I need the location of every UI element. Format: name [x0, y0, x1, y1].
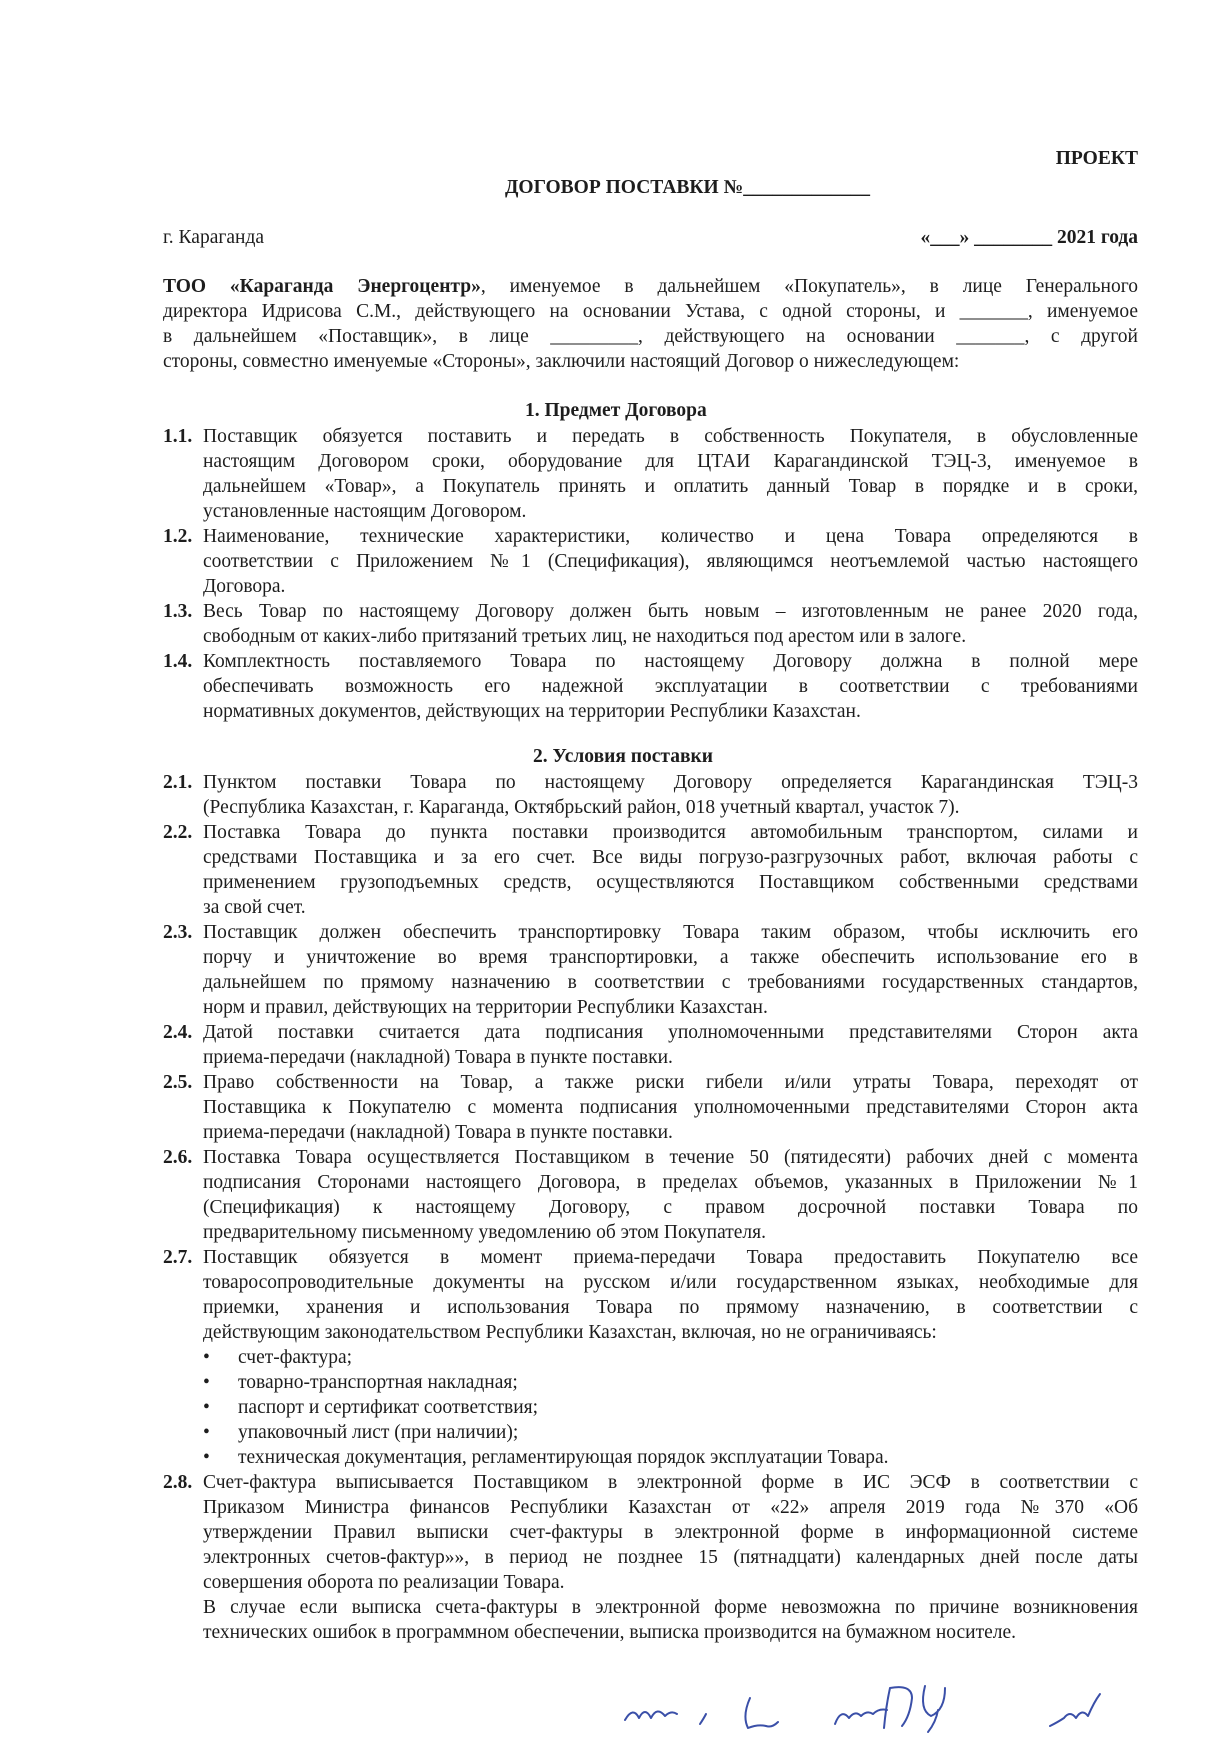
section-1-title: 1. Предмет Договора [525, 400, 707, 421]
clause-number: 2.5. [163, 1072, 193, 1093]
buyer-name: ТОО «Караганда Энергоцентр» [163, 276, 481, 297]
clause-number: 2.3. [163, 922, 193, 943]
clause-number: 2.6. [163, 1147, 193, 1168]
clause-2-1: Пунктом поставки Товара по настоящему Договору определяется Карагандинская ТЭЦ-3 (Республика Казахстан, г. Караганда, Октябрьский район, 018 учетный квартал, участок 7). [203, 772, 1138, 818]
bullet-icon: • [203, 1447, 210, 1468]
preamble-line: директора Идрисова С.М., действующего на основании Устава, с одной стороны, и _______, именуемое [163, 301, 1138, 322]
clause-2-8: Счет-фактура выписывается Поставщиком в электронной форме в ИС ЭСФ в соответствии с Приказом Министра финансов Республики Казахстан от «22» апреля 2019 года №370 «Об утверждении Правил выписки счет-фактуры в электронной форме в информационной системе электронных счетов-фактур»», в период не позднее 15 (пятнадцати) календарных дней после даты совершения оборота по реализации Товара. В случае если выписка счета-фактуры в электронной форме невозможна по причине возникновения технических ошибок в программном обеспечении, выписка производится на бумажном носителе. [203, 1472, 1138, 1643]
clause-number: 1.4. [163, 651, 193, 672]
preamble-line: в дальнейшем «Поставщик», в лице _________, действующего на основании _______, с другой [163, 326, 1138, 347]
clause-1-4: Комплектность поставляемого Товара по настоящему Договору должна в полной мере обеспечивать возможность его надежной эксплуатации в соответствии с требованиями нормативных документов, действующих на территории Республики Казахстан. [203, 651, 1138, 722]
initials-5 [923, 1686, 945, 1732]
initials-6 [1050, 1694, 1100, 1726]
contract-title: ДОГОВОР ПОСТАВКИ №_____________ [505, 177, 870, 198]
clause-2-5: Право собственности на Товар, а также риски гибели и/или утраты Товара, переходят от Поставщика к Покупателю с момента подписания уполномоченными представителями Сторон акта приема-передачи (накладной) Товара в пункте поставки. [203, 1072, 1138, 1143]
clause-1-3: Весь Товар по настоящему Договору должен быть новым – изготовленным не ранее 2020 года, свободным от каких-либо притязаний третьих лиц, не находиться под арестом или в залоге. [203, 601, 1138, 647]
clause-number: 2.8. [163, 1472, 193, 1493]
clause-line: Поставщик обязуется поставить и передать в собственность Покупателя, в обусловленные [203, 426, 1138, 447]
preamble-line: стороны, совместно именуемые «Стороны», заключили настоящий Договор о нижеследующем: [163, 351, 960, 372]
clause-2-2: Поставка Товара до пункта поставки производится автомобильным транспортом, силами и средствами Поставщика и за его счет. Все виды погрузо-разгрузочных работ, включая работы с применением грузоподъемных средств, осуществляются Поставщиком собственными средствами за свой счет. [203, 822, 1138, 918]
contract-date: «___» ________ 2021 года [920, 227, 1138, 248]
bullet-icon: • [203, 1372, 210, 1393]
signatures-image [620, 1680, 1180, 1735]
initials-3 [835, 1710, 887, 1725]
preamble-line: ТОО «Караганда Энергоцентр», именуемое в дальнейшем «Покупатель», в лице Генерального [163, 276, 1138, 297]
initials-4 [884, 1687, 912, 1728]
clause-number: 1.3. [163, 601, 193, 622]
bullet-icon: • [203, 1397, 210, 1418]
document-page: ПРОЕКТ ДОГОВОР ПОСТАВКИ №_____________ г. Караганда «___» ________ 2021 года ТОО «Караганда Энергоцентр», именуемое в дальнейшем «Покупатель», в лице Генерального директора Идрисова С.М., действующего на основании Устава, с одной стороны, и _______, именуемое в дальнейшем «Поставщик», в лице _________, действующего на основании _______, с другой стороны, совместно именуемые «Стороны», заключили настоящий Договор о нижеследующем: 1. Предмет Договора 1.1. Поставщик обязуется поставить и передать в собственность Покупателя, в обусловленные настоящим Договором сроки, оборудование для ЦТАИ Карагандинской ТЭЦ-3, именуемое в дальнейшем «Товар», а Покупатель принять и оплатить данный Товар в порядке и в сроки, установленные настоящим Договором. 1.2. Наименование, технические характеристики, количество и цена Товара определяются в соответствии с Приложением №1 (Спецификация), являющимся неотъемлемой частью настоящего Договора. 1.3. Весь Товар по настоящему Договору должен быть новым – изготовленным не ранее 2020 года, свободным от каких-либо притязаний третьих лиц, не находиться под арестом или в залоге. 1.4. Комплектность поставляемого Товара по настоящему Договору должна в полной мере обеспечивать возможность его надежной эксплуатации в соответствии с требованиями нормативных документов, действующих на территории Республики Казахстан. 2. Условия поставки 2.1. Пунктом поставки Товара по настоящему Договору определяется Карагандинская ТЭЦ-3 (Республика Казахстан, г. Караганда, Октябрьский район, 018 учетный квартал, участок 7). 2.2. Поставка Товара до пункта поставки производится автомобильным транспортом, силами и средствами Поставщика и за его счет. Все виды погрузо-разгрузочных работ, включая работы с применением грузоподъемных средств, осуществляются Поставщиком собственными средствами за свой счет. 2.3. Поставщик должен обеспечить транспортировку Товара таким образом, чтобы исключить его порчу и уничтожение во время транспортировки, а также обеспечить использование его в дальнейшем по прямому назначению в соответствии с требованиями государственных стандартов, норм и правил, действующих на территории Республики Казахстан. 2.4. Датой поставки считается дата подписания уполномоченными представителями Сторон акта приема-передачи (накладной) Товара в пункте поставки. 2.5. Право собственности на Товар, а также риски гибели и/или утраты Товара, переходят от Поставщика к Покупателю с момента подписания уполномоченными представителями Сторон акта приема-передачи (накладной) Товара в пункте поставки. 2.6. Поставка Товара осуществляется Поставщиком в течение 50 (пятидесяти) рабочих дней с момента подписания Сторонами настоящего Договора, в пределах объемов, указанных в Приложении №1 (Спецификация) к настоящему Договору, с правом досрочной поставки Товара по предварительному письменному уведомлению об этом Покупателя. 2.7. Поставщик обязуется в момент приема-передачи Товара предоставить Покупателю все товаросопроводительные документы на русском и/или государственном языках, необходимые для приемки, хранения и использования Товара по прямому назначению, в соответствии с действующим законодательством Республики Казахстан, включая, но не ограничиваясь: • счет-фактура; • товарно-транспортная накладная; • паспорт и сертификат соответствия; • упаковочный лист (при наличии); • техническая документация, регламентирующая порядок эксплуатации Товара. 2.8. Счет-фактура выписывается Поставщиком в электронной форме в ИС ЭСФ в соответствии с Приказом Министра финансов Республики Казахстан от «22» апреля 2019 года №370 «Об утверждении Правил выписки счет-фактуры в электронной форме в информационной системе электронных счетов-фактур»», в период не позднее 15 (пятнадцати) календарных дней после даты совершения оборота по реализации Товара. В случае если выписка счета-фактуры в электронной форме невозможна по причине возникновения технических ошибок в программном обеспечении, выписка производится на бумажном носителе. [0, 0, 1225, 1740]
bullet-icon: • [203, 1347, 210, 1368]
clause-line: установленные настоящим Договором. [203, 501, 527, 522]
bullet-icon: • [203, 1422, 210, 1443]
clause-2-3: Поставщик должен обеспечить транспортировку Товара таким образом, чтобы исключить его порчу и уничтожение во время транспортировки, а также обеспечить использование его в дальнейшем по прямому назначению в соответствии с требованиями государственных стандартов, норм и правил, действующих на территории Республики Казахстан. [203, 922, 1138, 1018]
clause-line: дальнейшем «Товар», а Покупатель принять и оплатить данный Товар в порядке и в сроки, [203, 476, 1138, 497]
clause-1-1 [203, 424, 1138, 524]
draft-label: ПРОЕКТ [1055, 148, 1138, 169]
clause-2-6: Поставка Товара осуществляется Поставщиком в течение 50 (пятидесяти) рабочих дней с момента подписания Сторонами настоящего Договора, в пределах объемов, указанных в Приложении №1 (Спецификация) к настоящему Договору, с правом досрочной поставки Товара по предварительному письменному уведомлению об этом Покупателя. [203, 1147, 1138, 1243]
clause-number: 2.4. [163, 1022, 193, 1043]
initials-2 [745, 1698, 778, 1728]
clause-number: 2.1. [163, 772, 193, 793]
initials-1 [625, 1711, 677, 1720]
clause-2-7: Поставщик обязуется в момент приема-передачи Товара предоставить Покупателю все товаросопроводительные документы на русском и/или государственном языках, необходимые для приемки, хранения и использования Товара по прямому назначению, в соответствии с действующим законодательством Республики Казахстан, включая, но не ограничиваясь: [203, 1247, 1138, 1343]
clause-number: 1.2. [163, 526, 193, 547]
section-2-title: 2. Условия поставки [533, 746, 713, 767]
clause-number: 2.2. [163, 822, 193, 843]
clause-number: 1.1. [163, 426, 193, 447]
clause-1-2: Наименование, технические характеристики, количество и цена Товара определяются в соответствии с Приложением №1 (Спецификация), являющимся неотъемлемой частью настоящего Договора. [203, 526, 1138, 597]
preamble [163, 274, 1138, 374]
initials-mark [700, 1714, 706, 1724]
city: г. Караганда [163, 227, 265, 248]
clause-number: 2.7. [163, 1247, 193, 1268]
clause-2-4: Датой поставки считается дата подписания уполномоченными представителями Сторон акта приема-передачи (накладной) Товара в пункте поставки. [203, 1022, 1138, 1068]
clause-line: настоящим Договором сроки, оборудование для ЦТАИ Карагандинской ТЭЦ-3, именуемое в [203, 451, 1138, 472]
